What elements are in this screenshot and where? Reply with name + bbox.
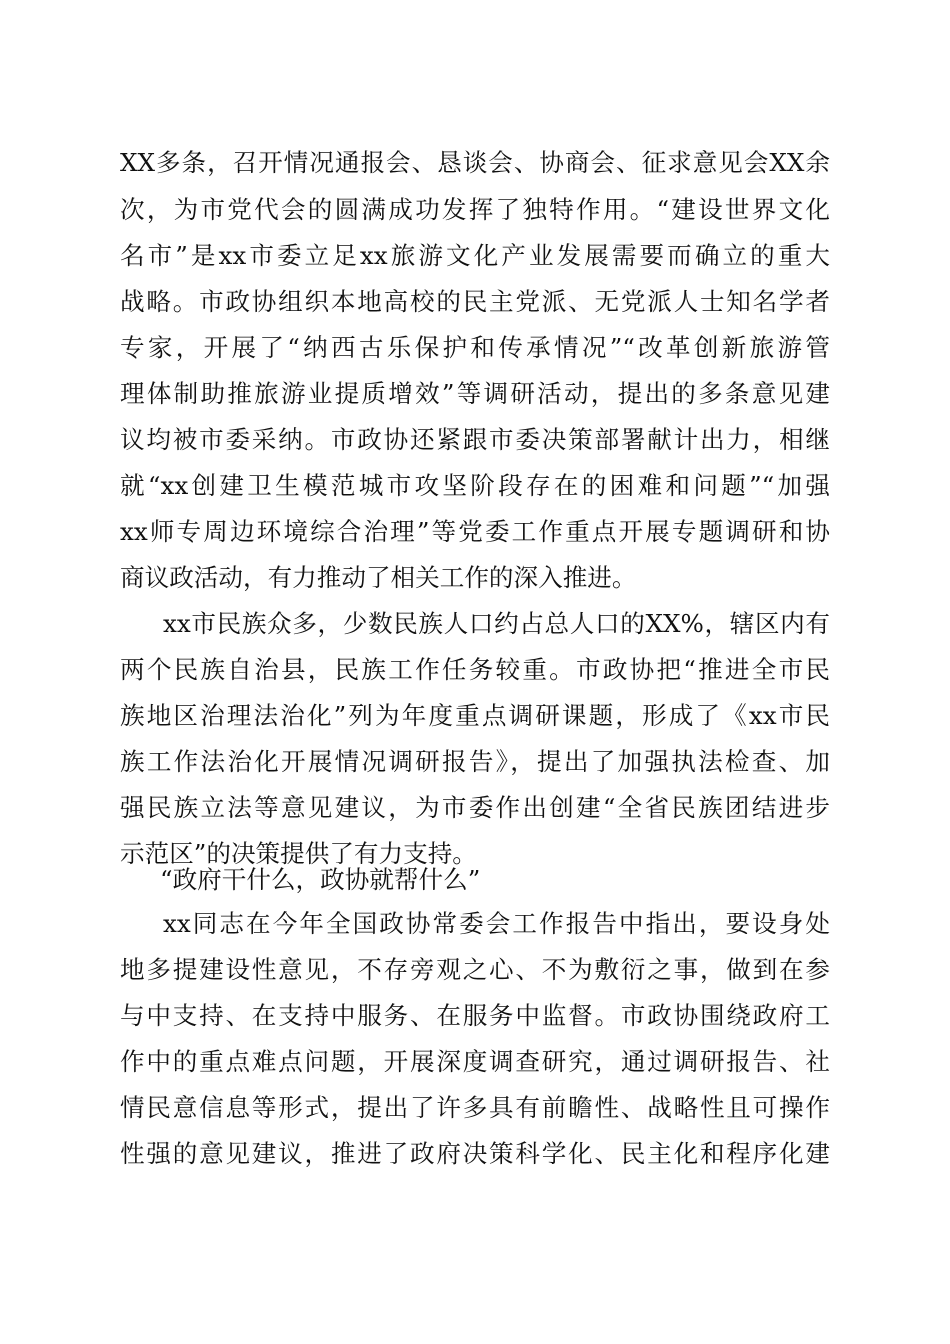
text-line: 战略。市政协组织本地高校的民主党派、无党派人士知名学者: [120, 287, 830, 316]
text-line: 专家，开展了“纳西古乐保护和传承情况”“改革创新旅游管: [120, 333, 830, 362]
text-line: 就“xx创建卫生模范城市攻坚阶段存在的困难和问题”“加强: [120, 471, 830, 500]
text-line: 次，为市党代会的圆满成功发挥了独特作用。“建设世界文化: [120, 195, 830, 224]
text-line: 示范区”的决策提供了有力支持。: [120, 839, 477, 868]
text-line: 议均被市委采纳。市政协还紧跟市委决策部署献计出力，相继: [120, 425, 830, 454]
text-line: 情民意信息等形式，提出了许多具有前瞻性、战略性且可操作: [120, 1093, 830, 1122]
text-line: XX多条，召开情况通报会、恳谈会、协商会、征求意见会XX余: [120, 148, 830, 177]
paragraph-first-line: xx同志在今年全国政协常委会工作报告中指出，要设身处: [163, 909, 830, 938]
text-line: 族地区治理法治化”列为年度重点调研课题，形成了《xx市民: [120, 701, 830, 730]
section-heading: “政府干什么，政协就帮什么”: [160, 865, 481, 894]
text-line: 强民族立法等意见建议，为市委作出创建“全省民族团结进步: [120, 793, 830, 822]
text-line: 地多提建设性意见，不存旁观之心、不为敷衍之事，做到在参: [120, 955, 830, 984]
text-line: 作中的重点难点问题，开展深度调查研究，通过调研报告、社: [120, 1047, 830, 1076]
text-line: 族工作法治化开展情况调研报告》，提出了加强执法检查、加: [120, 747, 830, 776]
text-line: 理体制助推旅游业提质增效”等调研活动，提出的多条意见建: [120, 379, 830, 408]
text-line: 与中支持、在支持中服务、在服务中监督。市政协围绕政府工: [120, 1001, 830, 1030]
text-line: 性强的意见建议，推进了政府决策科学化、民主化和程序化建: [120, 1139, 830, 1168]
text-line: 名市”是xx市委立足xx旅游文化产业发展需要而确立的重大: [120, 241, 830, 270]
text-line: 两个民族自治县，民族工作任务较重。市政协把“推进全市民: [120, 655, 830, 684]
text-line: 商议政活动，有力推动了相关工作的深入推进。: [120, 563, 637, 592]
paragraph-first-line: xx市民族众多，少数民族人口约占总人口的XX%，辖区内有: [163, 609, 830, 638]
text-line: xx师专周边环境综合治理”等党委工作重点开展专题调研和协: [120, 517, 830, 546]
